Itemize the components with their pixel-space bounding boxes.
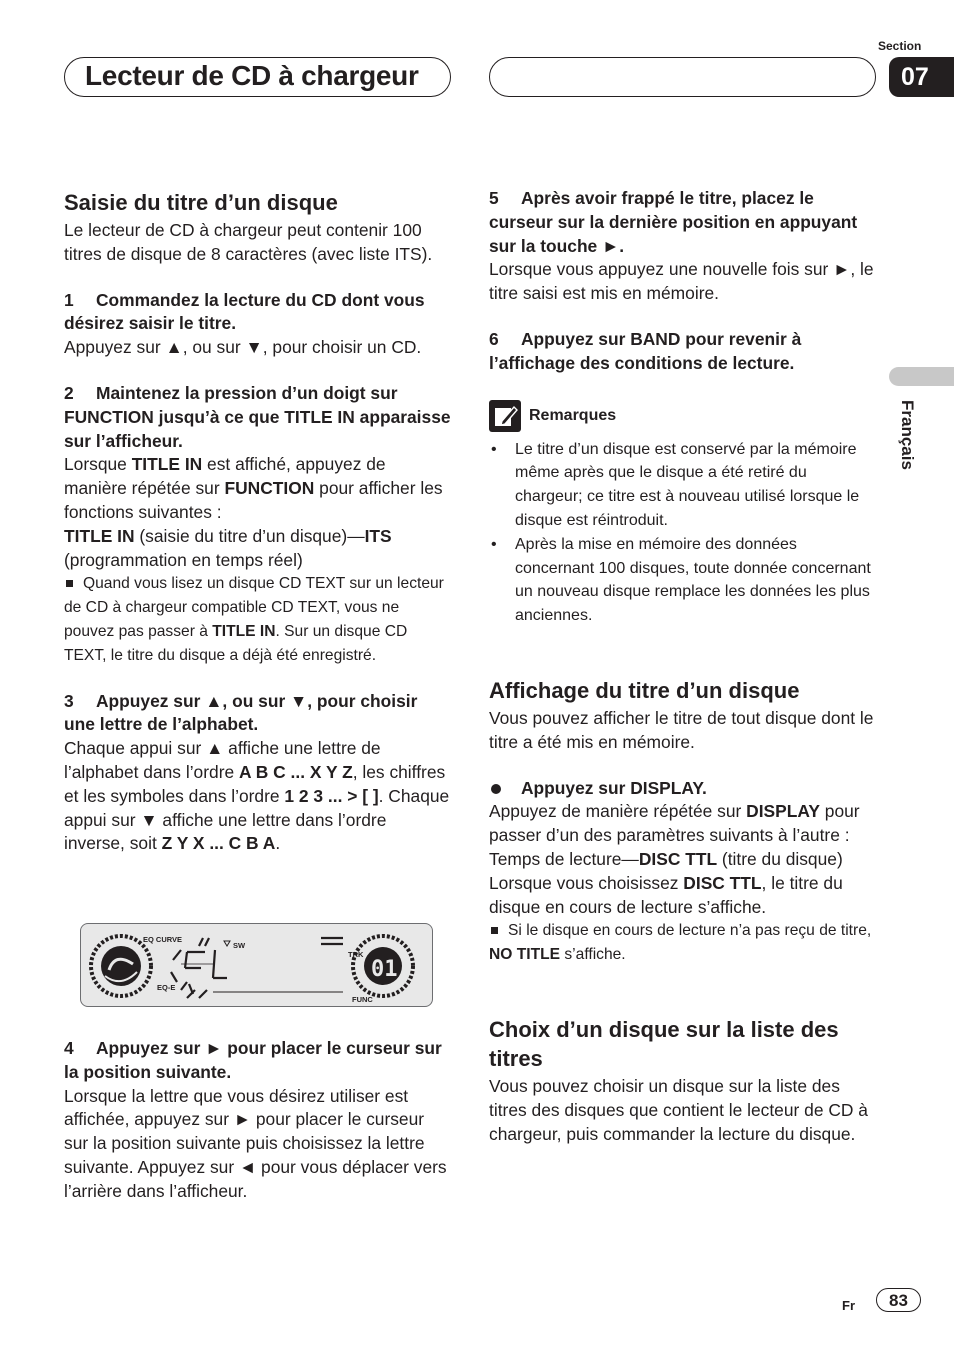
- step-4-body: Lorsque la lettre que vous désirez utiliser est affichée, appuyez sur ► pour placer le curseur sur la position suivante puis choisissez la lettre suivante. Appuyez sur ◄ pour vous déplacer vers l’arrière dans l’afficheur.: [64, 1085, 447, 1201]
- right-column: [489, 187, 877, 1146]
- page-number: 83: [876, 1288, 921, 1312]
- chapter-title: Lecteur de CD à chargeur: [85, 60, 419, 91]
- remarque-item: • Après la mise en mémoire des données concernant 100 disques, toute donnée concernant un nouveau disque remplace les données les plus anciennes.: [489, 533, 877, 628]
- lcd-display-illustration: [80, 923, 433, 1007]
- lcd-eq-curve-label: EQ CURVE: [143, 935, 183, 944]
- chapter-title-frame: [64, 57, 451, 97]
- step-6-title: 6 Appuyez sur BAND pour revenir à l’affichage des conditions de lecture.: [489, 328, 802, 373]
- intro-affichage: Vous pouvez afficher le titre de tout disque dont le titre a été mis en mémoire.: [489, 707, 874, 752]
- svg-text:01: 01: [371, 957, 398, 982]
- step-3-body: Chaque appui sur ▲ affiche une lettre de l’alphabet dans l’ordre A B C ... X Y Z, les chiffres et les symboles dans l’ordre 1 2 3 ... > [ ]. Chaque appui sur ▼ affiche une lettre dans l’ordre inverse, soit Z Y X ... C B A.: [64, 738, 450, 854]
- affichage-line-1: Temps de lecture—DISC TTL (titre du disque): [489, 848, 843, 869]
- heading-affichage: Affichage du titre d’un disque: [489, 677, 800, 703]
- affichage-step: Appuyez sur DISPLAY.: [489, 777, 877, 801]
- step-1-title: 1 Commandez la lecture du CD dont vous désirez saisir le titre.: [64, 289, 425, 334]
- intro-saisie: Le lecteur de CD à chargeur peut contenir 100 titres de disque de 8 caractères (avec liste ITS).: [64, 220, 433, 264]
- step-2-title: 2 Maintenez la pression d’un doigt sur FUNCTION jusqu’à ce que TITLE IN apparaisse sur l’afficheur.: [64, 382, 451, 451]
- lcd-eq-e-label: EQ-E: [157, 983, 176, 992]
- left-column: [64, 188, 452, 856]
- step-2-note: Quand vous lisez un disque CD TEXT sur un lecteur de CD à chargeur compatible CD TEXT, vous ne pouvez pas passer à TITLE IN. Sur un disque CD TEXT, le titre du disque a déjà été enregistré.: [64, 575, 444, 664]
- step-5-body: Lorsque vous appuyez une nouvelle fois sur ►, le titre saisi est mis en mémoire.: [489, 259, 874, 304]
- language-tab: [889, 367, 954, 386]
- section-number: 07: [889, 57, 954, 97]
- lcd-func-label: FUNC: [352, 995, 373, 1004]
- remarque-item: • Le titre d’un disque est conservé par la mémoire même après que le disque a été retiré du chargeur; ce titre est à nouveau utilisé lorsque le disque est réintroduit.: [489, 438, 877, 533]
- step-3-title: 3 Appuyez sur ▲, ou sur ▼, pour choisir une lettre de l’alphabet.: [64, 690, 418, 735]
- affichage-body: Appuyez de manière répétée sur DISPLAY pour passer d’un des paramètres suivants à l’autre :: [489, 801, 860, 846]
- lcd-trk-label: TRK: [348, 950, 364, 959]
- heading-choix: Choix d’un disque sur la liste des titres: [489, 1016, 839, 1071]
- step-4-title: 4 Appuyez sur ► pour placer le curseur sur la position suivante.: [64, 1038, 442, 1082]
- step-1-body: Appuyez sur ▲, ou sur ▼, pour choisir un CD.: [64, 337, 422, 358]
- step-2-functions: TITLE IN (saisie du titre d’un disque)—ITS (programmation en temps réel): [64, 525, 392, 570]
- affichage-note: Si le disque en cours de lecture n’a pas reçu de titre, NO TITLE s’affiche.: [489, 922, 872, 964]
- section-label: Section: [878, 39, 922, 53]
- memo-pencil-icon: [489, 400, 521, 432]
- step-2-body: Lorsque TITLE IN est affiché, appuyez de manière répétée sur FUNCTION pour afficher les fonctions suivantes :: [64, 454, 443, 522]
- step-5-title: 5 Après avoir frappé le titre, placez le curseur sur la dernière position en appuyant sur la touche ►.: [489, 188, 858, 256]
- remarques-label: Remarques: [529, 406, 617, 424]
- lcd-sw-label: SW: [233, 941, 246, 950]
- language-label: Français: [898, 400, 917, 470]
- affichage-line-2: Lorsque vous choisissez DISC TTL, le titre du disque en cours de lecture s’affiche.: [489, 872, 843, 917]
- left-column-lower: [64, 1037, 452, 1204]
- note-square-icon: [491, 927, 498, 934]
- header-empty-frame: [489, 57, 876, 97]
- lcd-display-graphic: [81, 924, 432, 1006]
- heading-saisie: Saisie du titre d’un disque: [64, 190, 338, 215]
- footer-lang-code: Fr: [842, 1298, 855, 1313]
- note-square-icon: [66, 580, 73, 587]
- remarques-header: [489, 400, 877, 432]
- intro-choix: Vous pouvez choisir un disque sur la liste des titres des disques que contient le lecteur de CD à chargeur, puis commander la lecture du disque.: [489, 1075, 868, 1144]
